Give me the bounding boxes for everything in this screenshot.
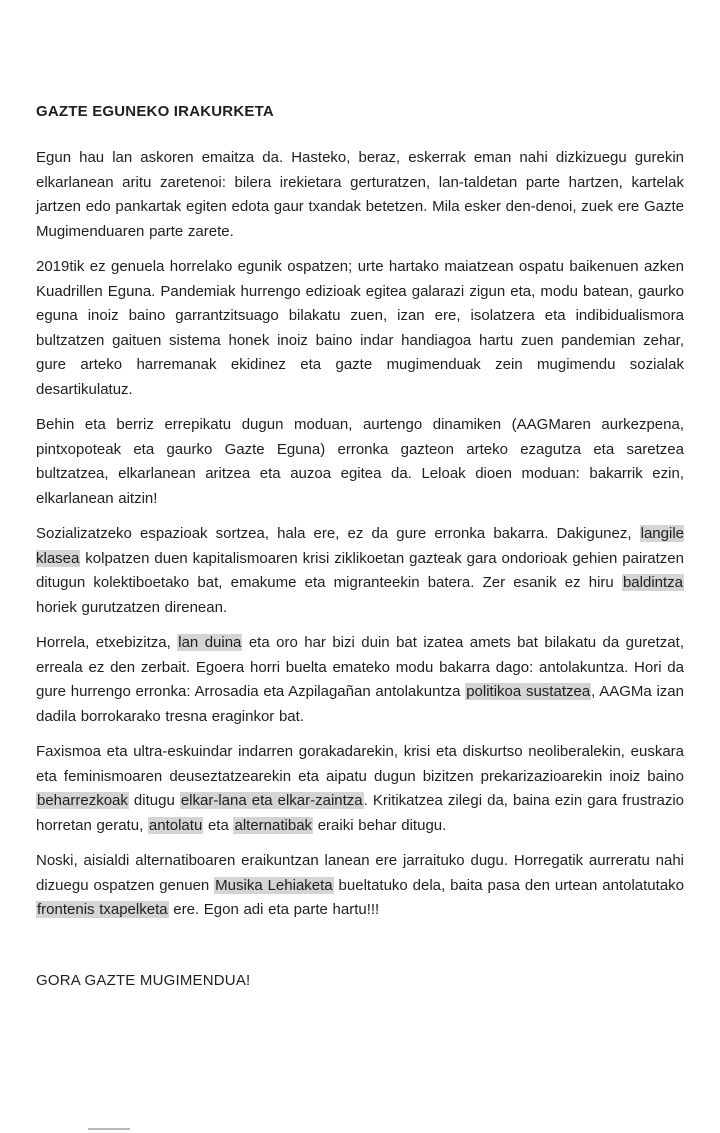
paragraph: 2019tik ez genuela horrelako egunik ospatzen; urte hartako maiatzean ospatu baikenuen azken Kuadrillen Eguna. Pandemiak hurrengo edizioak egitea galarazi zigun eta, modu batean, gaurko eguna inoiz baino garrantzitsuago bilakatu zuen, izan ere, isolatzera eta indibidualismora bultzatzen gaituen sistema honek inoiz baino indar handiagoa hartu zuen pandemian zehar, gure arteko harremanak ekidinez eta gazte mugimenduak zein mugimendu sozialak desartikulatuz. [36, 258, 684, 398]
highlighted-text: antolatu [148, 816, 203, 834]
scan-artifact-line [88, 1128, 130, 1130]
highlighted-text: frontenis txapelketa [37, 901, 168, 918]
paragraph: Faxismoa eta ultra-eskuindar indarren gorakadarekin, krisi eta diskurtso neoliberalekin, euskara eta feminismoaren deuseztatzearekin eta aipatu dugun bizitzen prekarizazioarekin inoiz baino beharrezkoak ditugu elkar-lana eta elkar-zaintza. Kritikatzea zilegi da, baina ezin gara frustrazio horretan geratu, antolatu eta alternatibak eraiki behar ditugu. [36, 743, 684, 834]
paragraph: Sozializatzeko espazioak sortzea, hala ere, ez da gure erronka bakarra. Dakigunez, langile klasea kolpatzen duen kapitalismoaren krisi ziklikoetan gazteak gara ondorioak gehien pairatzen ditugun kolektiboetako bat, emakume eta migranteekin batera. Zer esanik ez hiru baldintza horiek gurutzatzen direnean. [36, 525, 684, 616]
paragraph: Behin eta berriz errepikatu dugun moduan, aurtengo dinamiken (AAGMaren aurkezpena, pintxopoteak eta gaurko Gazte Eguna) erronka gazteon arteko ezagutza eta saretzea bultzatzea, elkarlanean aritzea eta auzoa egitea da. Leloak dioen moduan: bakarrik ezin, elkarlanean aitzin! [36, 416, 684, 507]
highlighted-text: alternatibak [234, 816, 313, 834]
highlighted-text: Musika Lehiaketa [215, 876, 333, 894]
paragraph: Noski, aisialdi alternatiboaren eraikuntzan lanean ere jarraituko dugu. Horregatik aurreratu nahi dizuegu ospatzen genuen Musika Lehiaketa bueltatuko dela, baita pasa den urtean antolatutako frontenis txapelketa ere. Egon adi eta parte hartu!!! [36, 852, 685, 918]
paragraph: Horrela, etxebizitza, lan duina eta oro har bizi duin bat izatea amets bat bilakatu da guretzat, erreala ez den zerbait. Egoera horri buelta emateko modu bakarra dago: antolakuntza. Hori da gure hurrengo erronka: Arrosadia eta Azpilagañan antolakuntza politikoa sustatzea, AAGMa izan dadila borrokarako tresna eraginkor bat. [36, 634, 684, 725]
highlighted-text: beharrezkoak [37, 792, 128, 809]
document-closing: GORA GAZTE MUGIMENDUA! [36, 971, 251, 989]
highlighted-text: baldintza [622, 574, 683, 591]
highlighted-text: elkar-lana eta elkar-zaintza [180, 792, 363, 809]
highlighted-text: politikoa sustatzea [466, 683, 591, 700]
document-title: GAZTE EGUNEKO IRAKURKETA [36, 103, 274, 120]
document-body [36, 146, 684, 923]
paragraph: Egun hau lan askoren emaitza da. Hasteko, beraz, eskerrak eman nahi dizkizuegu gurekin elkarlanean aritu zaretenoi: bilera irekietara gerturatzen, lan-taldetan parte hartzen, kartelak jartzen edo pankartak egiten edota gaur txandak betetzen. Mila esker den-denoi, zuek ere Gazte Mugimenduaren parte zarete. [36, 149, 684, 240]
highlighted-text: langile klasea [36, 525, 684, 567]
highlighted-text: lan duina [178, 634, 242, 651]
